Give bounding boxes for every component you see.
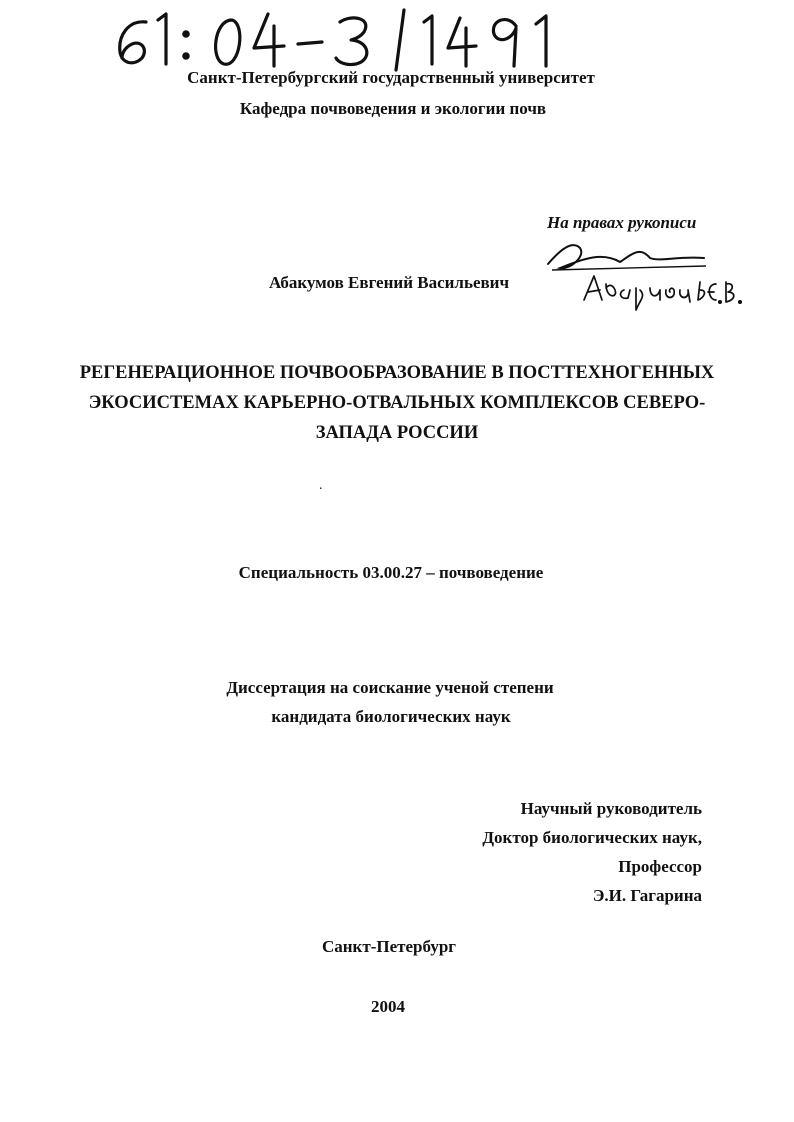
supervisor-name: Э.И. Гагарина (592, 886, 702, 905)
handwritten-archive-code (120, 10, 546, 70)
title-line: ЭКОСИСТЕМАХ КАРЬЕРНО-ОТВАЛЬНЫХ КОМПЛЕКСОВ СЕВЕРО- (88, 393, 706, 413)
dissertation-degree-line2: кандидата биологических наук (271, 707, 511, 726)
title-line: РЕГЕНЕРАЦИОННОЕ ПОЧВООБРАЗОВАНИЕ В ПОСТТЕХНОГЕННЫХ (79, 363, 715, 383)
city: Санкт-Петербург (321, 937, 457, 956)
dissertation-title (0, 358, 794, 448)
supervisor-rank: Профессор (618, 857, 702, 876)
supervisor-block (482, 794, 702, 910)
specialty: Специальность 03.00.27 – почвоведение (238, 563, 544, 582)
dissertation-degree-line1: Диссертация на соискание ученой степени (226, 678, 554, 697)
department-name: Кафедра почвоведения и экологии почв (239, 99, 547, 118)
stray-dot: . (319, 478, 323, 493)
title-line: ЗАПАДА РОССИИ (315, 423, 479, 443)
year: 2004 (371, 997, 405, 1016)
supervisor-degree: Доктор биологических наук, (482, 828, 702, 847)
signature-scribble (548, 245, 704, 268)
supervisor-role: Научный руководитель (520, 799, 702, 818)
university-name: Санкт-Петербургский государственный университет (187, 68, 595, 87)
rights-note: На правах рукописи (547, 213, 697, 232)
author-name: Абакумов Евгений Васильевич (268, 273, 510, 292)
